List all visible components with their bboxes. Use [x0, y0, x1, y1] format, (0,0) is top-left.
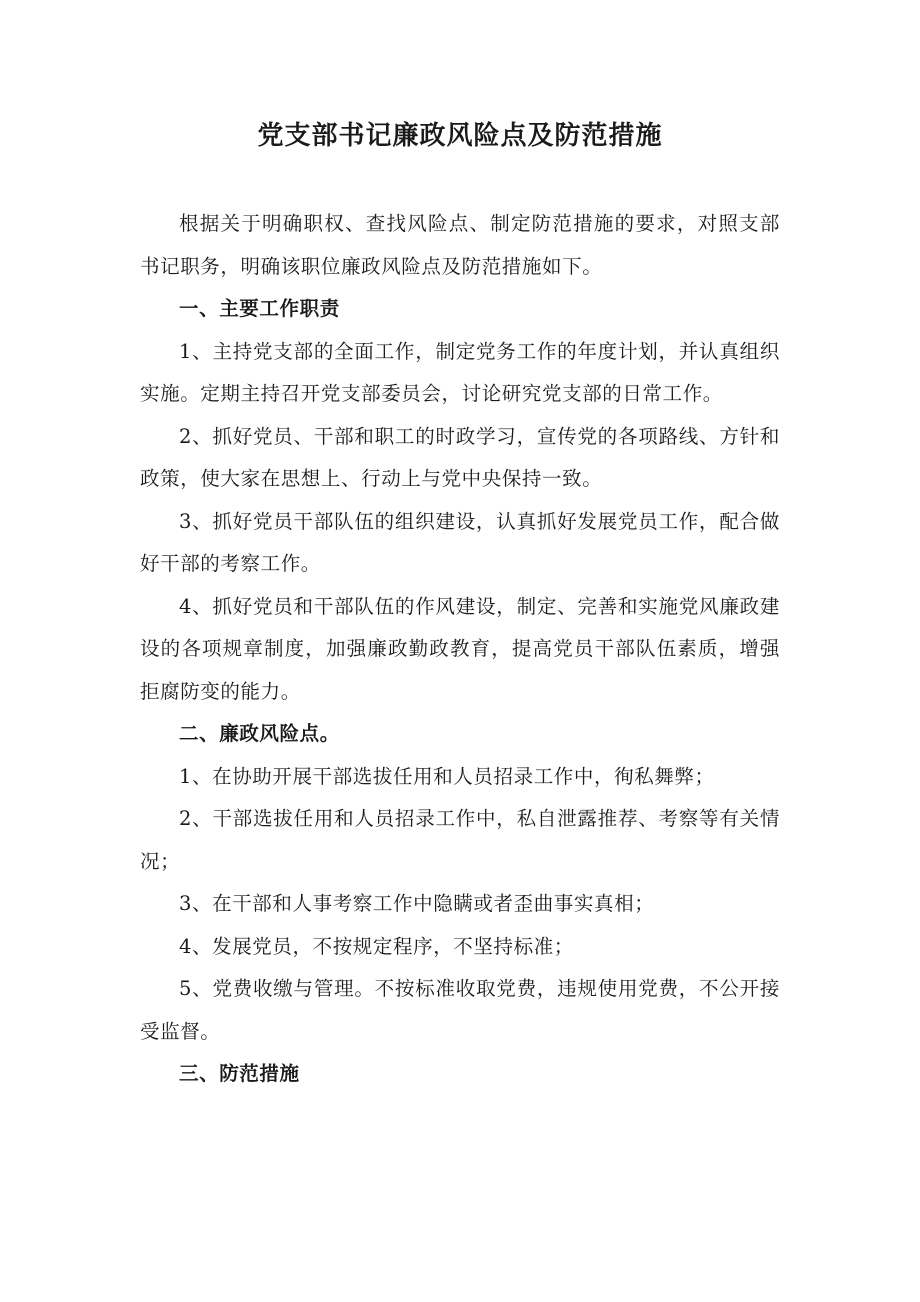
- document-title: 党支部书记廉政风险点及防范措施: [257, 121, 663, 151]
- risk-item-1: 1、在协助开展干部选拔任用和人员招录工作中，徇私舞弊；: [179, 764, 715, 788]
- intro-paragraph: 根据关于明确职权、查找风险点、制定防范措施的要求，对照支部书记职务，明确该职位廉政风险点及防范措施如下。: [140, 212, 780, 278]
- section-heading-duties: 一、主要工作职责: [179, 297, 340, 320]
- duty-item-2: 2、抓好党员、干部和职工的时政学习，宣传党的各项路线、方针和政策，使大家在思想上、行动上与党中央保持一致。: [140, 424, 780, 490]
- section-heading-measures: 三、防范措施: [179, 1062, 300, 1085]
- document-body: [140, 203, 780, 1096]
- risk-item-3: 3、在干部和人事考察工作中隐瞒或者歪曲事实真相；: [179, 892, 655, 915]
- duty-item-4: 4、抓好党员和干部队伍的作风建设，制定、完善和实施党风廉政建设的各项规章制度，加强廉政勤政教育，提高党员干部队伍素质，增强拒腐防变的能力。: [140, 594, 780, 703]
- duty-item-1: 1、主持党支部的全面工作，制定党务工作的年度计划，并认真组织实施。定期主持召开党支部委员会，讨论研究党支部的日常工作。: [140, 339, 780, 405]
- risk-item-5: 5、党费收缴与管理。不按标准收取党费，违规使用党费，不公开接受监督。: [140, 977, 780, 1043]
- risk-item-4: 4、发展党员，不按规定程序，不坚持标准；: [179, 934, 574, 958]
- section-heading-risks: 二、廉政风险点。: [179, 722, 340, 745]
- duty-item-3: 3、抓好党员干部队伍的组织建设，认真抓好发展党员工作，配合做好干部的考察工作。: [140, 509, 780, 575]
- risk-item-2: 2、干部选拔任用和人员招录工作中，私自泄露推荐、考察等有关情况；: [140, 807, 780, 873]
